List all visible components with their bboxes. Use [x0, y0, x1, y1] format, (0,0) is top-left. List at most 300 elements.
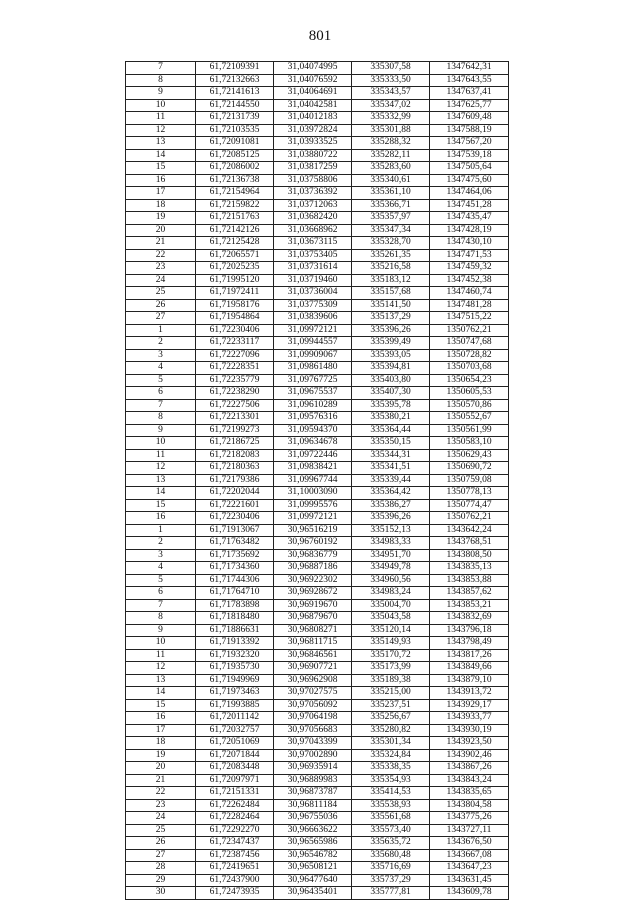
- longitude-cell: 30,97056092: [274, 699, 352, 712]
- x-coordinate-cell: 335561,68: [352, 812, 430, 825]
- x-coordinate-cell: 335328,70: [352, 237, 430, 250]
- latitude-cell: 61,72142126: [196, 224, 274, 237]
- x-coordinate-cell: 335152,13: [352, 524, 430, 537]
- longitude-cell: 30,96760192: [274, 537, 352, 550]
- longitude-cell: 30,96477640: [274, 874, 352, 887]
- point-number-cell: 17: [126, 724, 196, 737]
- point-number-cell: 30: [126, 887, 196, 900]
- x-coordinate-cell: 335141,50: [352, 299, 430, 312]
- latitude-cell: 61,71735692: [196, 549, 274, 562]
- y-coordinate-cell: 1343647,23: [430, 862, 509, 875]
- longitude-cell: 31,03712063: [274, 199, 352, 212]
- x-coordinate-cell: 335339,44: [352, 474, 430, 487]
- latitude-cell: 61,71913067: [196, 524, 274, 537]
- latitude-cell: 61,72437900: [196, 874, 274, 887]
- x-coordinate-cell: 335414,53: [352, 787, 430, 800]
- y-coordinate-cell: 1347609,48: [430, 112, 509, 125]
- x-coordinate-cell: 335394,81: [352, 362, 430, 375]
- table-row: [126, 887, 509, 900]
- latitude-cell: 61,72262484: [196, 799, 274, 812]
- table-row: [126, 762, 509, 775]
- longitude-cell: 31,04064691: [274, 87, 352, 100]
- table-row: [126, 749, 509, 762]
- x-coordinate-cell: 335332,99: [352, 112, 430, 125]
- longitude-cell: 31,09838421: [274, 462, 352, 475]
- x-coordinate-cell: 335347,02: [352, 99, 430, 112]
- y-coordinate-cell: 1347539,18: [430, 149, 509, 162]
- table-row: [126, 574, 509, 587]
- longitude-cell: 30,96919670: [274, 599, 352, 612]
- y-coordinate-cell: 1347460,74: [430, 287, 509, 300]
- page-number: 801: [308, 28, 332, 44]
- y-coordinate-cell: 1347452,38: [430, 274, 509, 287]
- latitude-cell: 61,72025235: [196, 262, 274, 275]
- longitude-cell: 31,03673115: [274, 237, 352, 250]
- latitude-cell: 61,72151331: [196, 787, 274, 800]
- point-number-cell: 11: [126, 449, 196, 462]
- point-number-cell: 1: [126, 324, 196, 337]
- longitude-cell: 30,97002890: [274, 749, 352, 762]
- coordinates-table: [125, 61, 509, 900]
- point-number-cell: 21: [126, 774, 196, 787]
- table-row: [126, 337, 509, 350]
- point-number-cell: 12: [126, 662, 196, 675]
- longitude-cell: 30,96546782: [274, 849, 352, 862]
- x-coordinate-cell: 334949,78: [352, 562, 430, 575]
- x-coordinate-cell: 335407,30: [352, 387, 430, 400]
- point-number-cell: 8: [126, 74, 196, 87]
- x-coordinate-cell: 335380,21: [352, 412, 430, 425]
- latitude-cell: 61,72132663: [196, 74, 274, 87]
- latitude-cell: 61,72179386: [196, 474, 274, 487]
- point-number-cell: 29: [126, 874, 196, 887]
- latitude-cell: 61,72131739: [196, 112, 274, 125]
- longitude-cell: 30,96565986: [274, 837, 352, 850]
- point-number-cell: 10: [126, 437, 196, 450]
- latitude-cell: 61,72292270: [196, 824, 274, 837]
- latitude-cell: 61,72347437: [196, 837, 274, 850]
- table-row: [126, 112, 509, 125]
- x-coordinate-cell: 335386,27: [352, 499, 430, 512]
- y-coordinate-cell: 1343913,72: [430, 687, 509, 700]
- y-coordinate-cell: 1350747,68: [430, 337, 509, 350]
- table-row: [126, 437, 509, 450]
- latitude-cell: 61,72103535: [196, 124, 274, 137]
- point-number-cell: 10: [126, 637, 196, 650]
- x-coordinate-cell: 335396,26: [352, 512, 430, 525]
- latitude-cell: 61,72230406: [196, 512, 274, 525]
- latitude-cell: 61,72419651: [196, 862, 274, 875]
- latitude-cell: 61,71818480: [196, 612, 274, 625]
- y-coordinate-cell: 1343667,08: [430, 849, 509, 862]
- longitude-cell: 31,04076592: [274, 74, 352, 87]
- longitude-cell: 31,03933525: [274, 137, 352, 150]
- x-coordinate-cell: 335737,29: [352, 874, 430, 887]
- table-row: [126, 99, 509, 112]
- table-row: [126, 62, 509, 75]
- table-row: [126, 399, 509, 412]
- point-number-cell: 24: [126, 274, 196, 287]
- latitude-cell: 61,72221601: [196, 499, 274, 512]
- y-coordinate-cell: 1347637,41: [430, 87, 509, 100]
- x-coordinate-cell: 335307,58: [352, 62, 430, 75]
- point-number-cell: 3: [126, 549, 196, 562]
- latitude-cell: 61,72235779: [196, 374, 274, 387]
- point-number-cell: 13: [126, 474, 196, 487]
- point-number-cell: 9: [126, 624, 196, 637]
- x-coordinate-cell: 335261,35: [352, 249, 430, 262]
- longitude-cell: 31,09972121: [274, 324, 352, 337]
- y-coordinate-cell: 1350759,08: [430, 474, 509, 487]
- x-coordinate-cell: 335280,82: [352, 724, 430, 737]
- latitude-cell: 61,72182083: [196, 449, 274, 462]
- latitude-cell: 61,72125428: [196, 237, 274, 250]
- point-number-cell: 7: [126, 399, 196, 412]
- longitude-cell: 30,96935914: [274, 762, 352, 775]
- longitude-cell: 30,96755036: [274, 812, 352, 825]
- x-coordinate-cell: 335354,93: [352, 774, 430, 787]
- x-coordinate-cell: 335350,15: [352, 437, 430, 450]
- y-coordinate-cell: 1350561,99: [430, 424, 509, 437]
- longitude-cell: 30,97056683: [274, 724, 352, 737]
- x-coordinate-cell: 335288,32: [352, 137, 430, 150]
- point-number-cell: 7: [126, 62, 196, 75]
- longitude-cell: 30,96962908: [274, 674, 352, 687]
- longitude-cell: 31,09576316: [274, 412, 352, 425]
- latitude-cell: 61,71972411: [196, 287, 274, 300]
- point-number-cell: 18: [126, 737, 196, 750]
- longitude-cell: 31,03719460: [274, 274, 352, 287]
- point-number-cell: 23: [126, 262, 196, 275]
- point-number-cell: 10: [126, 99, 196, 112]
- table-row: [126, 499, 509, 512]
- x-coordinate-cell: 335344,31: [352, 449, 430, 462]
- y-coordinate-cell: 1343930,19: [430, 724, 509, 737]
- y-coordinate-cell: 1350774,47: [430, 499, 509, 512]
- table-row: [126, 262, 509, 275]
- latitude-cell: 61,72032757: [196, 724, 274, 737]
- table-row: [126, 674, 509, 687]
- longitude-cell: 30,96907721: [274, 662, 352, 675]
- point-number-cell: 6: [126, 387, 196, 400]
- y-coordinate-cell: 1350552,67: [430, 412, 509, 425]
- table-row: [126, 387, 509, 400]
- y-coordinate-cell: 1347567,20: [430, 137, 509, 150]
- y-coordinate-cell: 1343676,50: [430, 837, 509, 850]
- x-coordinate-cell: 335716,69: [352, 862, 430, 875]
- latitude-cell: 61,72199273: [196, 424, 274, 437]
- x-coordinate-cell: 335361,10: [352, 187, 430, 200]
- point-number-cell: 20: [126, 224, 196, 237]
- y-coordinate-cell: 1343642,24: [430, 524, 509, 537]
- y-coordinate-cell: 1343768,51: [430, 537, 509, 550]
- y-coordinate-cell: 1343929,17: [430, 699, 509, 712]
- y-coordinate-cell: 1347430,10: [430, 237, 509, 250]
- coordinates-table-body: [126, 62, 509, 900]
- table-row: [126, 324, 509, 337]
- y-coordinate-cell: 1350703,68: [430, 362, 509, 375]
- table-row: [126, 724, 509, 737]
- y-coordinate-cell: 1347435,47: [430, 212, 509, 225]
- point-number-cell: 22: [126, 249, 196, 262]
- y-coordinate-cell: 1347588,19: [430, 124, 509, 137]
- longitude-cell: 31,03736004: [274, 287, 352, 300]
- y-coordinate-cell: 1347515,22: [430, 312, 509, 325]
- x-coordinate-cell: 335777,81: [352, 887, 430, 900]
- latitude-cell: 61,72071844: [196, 749, 274, 762]
- longitude-cell: 30,96873787: [274, 787, 352, 800]
- latitude-cell: 61,71744306: [196, 574, 274, 587]
- table-row: [126, 137, 509, 150]
- point-number-cell: 13: [126, 674, 196, 687]
- latitude-cell: 61,72097971: [196, 774, 274, 787]
- point-number-cell: 9: [126, 424, 196, 437]
- table-row: [126, 712, 509, 725]
- y-coordinate-cell: 1347464,06: [430, 187, 509, 200]
- y-coordinate-cell: 1343853,88: [430, 574, 509, 587]
- latitude-cell: 61,72228351: [196, 362, 274, 375]
- latitude-cell: 61,71932320: [196, 649, 274, 662]
- latitude-cell: 61,71949969: [196, 674, 274, 687]
- longitude-cell: 31,03775309: [274, 299, 352, 312]
- y-coordinate-cell: 1350690,72: [430, 462, 509, 475]
- point-number-cell: 25: [126, 287, 196, 300]
- longitude-cell: 31,09675537: [274, 387, 352, 400]
- x-coordinate-cell: 334951,70: [352, 549, 430, 562]
- table-row: [126, 562, 509, 575]
- point-number-cell: 23: [126, 799, 196, 812]
- x-coordinate-cell: 335399,49: [352, 337, 430, 350]
- y-coordinate-cell: 1347642,31: [430, 62, 509, 75]
- longitude-cell: 30,96808271: [274, 624, 352, 637]
- table-row: [126, 212, 509, 225]
- table-row: [126, 237, 509, 250]
- y-coordinate-cell: 1347459,32: [430, 262, 509, 275]
- table-row: [126, 224, 509, 237]
- y-coordinate-cell: 1350728,82: [430, 349, 509, 362]
- point-number-cell: 25: [126, 824, 196, 837]
- latitude-cell: 61,72144550: [196, 99, 274, 112]
- point-number-cell: 15: [126, 699, 196, 712]
- latitude-cell: 61,71913392: [196, 637, 274, 650]
- latitude-cell: 61,72227506: [196, 399, 274, 412]
- x-coordinate-cell: 335183,12: [352, 274, 430, 287]
- x-coordinate-cell: 335573,40: [352, 824, 430, 837]
- y-coordinate-cell: 1343835,13: [430, 562, 509, 575]
- x-coordinate-cell: 335635,72: [352, 837, 430, 850]
- x-coordinate-cell: 335237,51: [352, 699, 430, 712]
- point-number-cell: 12: [126, 462, 196, 475]
- y-coordinate-cell: 1343727,11: [430, 824, 509, 837]
- longitude-cell: 31,10003090: [274, 487, 352, 500]
- longitude-cell: 31,03758806: [274, 174, 352, 187]
- point-number-cell: 22: [126, 787, 196, 800]
- x-coordinate-cell: 335364,44: [352, 424, 430, 437]
- x-coordinate-cell: 335157,68: [352, 287, 430, 300]
- latitude-cell: 61,72233117: [196, 337, 274, 350]
- longitude-cell: 31,09594370: [274, 424, 352, 437]
- point-number-cell: 8: [126, 412, 196, 425]
- table-row: [126, 199, 509, 212]
- table-row: [126, 162, 509, 175]
- point-number-cell: 15: [126, 162, 196, 175]
- x-coordinate-cell: 335357,97: [352, 212, 430, 225]
- latitude-cell: 61,72065571: [196, 249, 274, 262]
- table-row: [126, 487, 509, 500]
- point-number-cell: 3: [126, 349, 196, 362]
- x-coordinate-cell: 335347,34: [352, 224, 430, 237]
- longitude-cell: 30,96928672: [274, 587, 352, 600]
- longitude-cell: 31,04042581: [274, 99, 352, 112]
- point-number-cell: 24: [126, 812, 196, 825]
- latitude-cell: 61,72186725: [196, 437, 274, 450]
- point-number-cell: 27: [126, 312, 196, 325]
- table-row: [126, 287, 509, 300]
- longitude-cell: 31,03731614: [274, 262, 352, 275]
- y-coordinate-cell: 1347471,53: [430, 249, 509, 262]
- x-coordinate-cell: 335324,84: [352, 749, 430, 762]
- longitude-cell: 30,96922302: [274, 574, 352, 587]
- x-coordinate-cell: 335216,58: [352, 262, 430, 275]
- x-coordinate-cell: 335283,60: [352, 162, 430, 175]
- table-row: [126, 474, 509, 487]
- longitude-cell: 31,03682420: [274, 212, 352, 225]
- point-number-cell: 15: [126, 499, 196, 512]
- x-coordinate-cell: 334983,24: [352, 587, 430, 600]
- longitude-cell: 31,03668962: [274, 224, 352, 237]
- y-coordinate-cell: 1343849,66: [430, 662, 509, 675]
- table-row: [126, 699, 509, 712]
- table-row: [126, 824, 509, 837]
- x-coordinate-cell: 335170,72: [352, 649, 430, 662]
- table-row: [126, 537, 509, 550]
- table-row: [126, 374, 509, 387]
- latitude-cell: 61,72473935: [196, 887, 274, 900]
- table-row: [126, 812, 509, 825]
- y-coordinate-cell: 1343902,46: [430, 749, 509, 762]
- longitude-cell: 30,96836779: [274, 549, 352, 562]
- longitude-cell: 30,96663622: [274, 824, 352, 837]
- point-number-cell: 4: [126, 362, 196, 375]
- point-number-cell: 11: [126, 649, 196, 662]
- y-coordinate-cell: 1350583,10: [430, 437, 509, 450]
- x-coordinate-cell: 335364,42: [352, 487, 430, 500]
- table-row: [126, 849, 509, 862]
- latitude-cell: 61,72238290: [196, 387, 274, 400]
- table-row: [126, 837, 509, 850]
- table-row: [126, 87, 509, 100]
- y-coordinate-cell: 1343609,78: [430, 887, 509, 900]
- longitude-cell: 30,96516219: [274, 524, 352, 537]
- latitude-cell: 61,71764710: [196, 587, 274, 600]
- table-row: [126, 587, 509, 600]
- x-coordinate-cell: 334983,33: [352, 537, 430, 550]
- longitude-cell: 30,96811184: [274, 799, 352, 812]
- y-coordinate-cell: 1347428,19: [430, 224, 509, 237]
- x-coordinate-cell: 335173,99: [352, 662, 430, 675]
- longitude-cell: 30,97043399: [274, 737, 352, 750]
- latitude-cell: 61,71763482: [196, 537, 274, 550]
- point-number-cell: 21: [126, 237, 196, 250]
- table-row: [126, 524, 509, 537]
- y-coordinate-cell: 1343817,26: [430, 649, 509, 662]
- longitude-cell: 30,96508121: [274, 862, 352, 875]
- point-number-cell: 28: [126, 862, 196, 875]
- latitude-cell: 61,71973463: [196, 687, 274, 700]
- y-coordinate-cell: 1343857,62: [430, 587, 509, 600]
- y-coordinate-cell: 1350629,43: [430, 449, 509, 462]
- longitude-cell: 30,96889983: [274, 774, 352, 787]
- point-number-cell: 13: [126, 137, 196, 150]
- table-row: [126, 124, 509, 137]
- longitude-cell: 31,09944557: [274, 337, 352, 350]
- x-coordinate-cell: 335004,70: [352, 599, 430, 612]
- latitude-cell: 61,72085125: [196, 149, 274, 162]
- x-coordinate-cell: 335043,58: [352, 612, 430, 625]
- longitude-cell: 30,96811715: [274, 637, 352, 650]
- y-coordinate-cell: 1343832,69: [430, 612, 509, 625]
- longitude-cell: 31,09767725: [274, 374, 352, 387]
- table-row: [126, 349, 509, 362]
- y-coordinate-cell: 1347481,28: [430, 299, 509, 312]
- x-coordinate-cell: 335338,35: [352, 762, 430, 775]
- table-row: [126, 512, 509, 525]
- latitude-cell: 61,72091081: [196, 137, 274, 150]
- x-coordinate-cell: 335333,50: [352, 74, 430, 87]
- y-coordinate-cell: 1347451,28: [430, 199, 509, 212]
- longitude-cell: 31,09861480: [274, 362, 352, 375]
- latitude-cell: 61,72141613: [196, 87, 274, 100]
- longitude-cell: 31,03817259: [274, 162, 352, 175]
- y-coordinate-cell: 1343923,50: [430, 737, 509, 750]
- point-number-cell: 17: [126, 187, 196, 200]
- longitude-cell: 31,09972121: [274, 512, 352, 525]
- longitude-cell: 31,04074995: [274, 62, 352, 75]
- x-coordinate-cell: 335341,51: [352, 462, 430, 475]
- table-row: [126, 424, 509, 437]
- table-row: [126, 249, 509, 262]
- point-number-cell: 18: [126, 199, 196, 212]
- point-number-cell: 19: [126, 212, 196, 225]
- table-row: [126, 787, 509, 800]
- table-row: [126, 612, 509, 625]
- x-coordinate-cell: 335189,38: [352, 674, 430, 687]
- table-row: [126, 412, 509, 425]
- table-row: [126, 799, 509, 812]
- table-row: [126, 874, 509, 887]
- y-coordinate-cell: 1350778,13: [430, 487, 509, 500]
- latitude-cell: 61,71954864: [196, 312, 274, 325]
- table-row: [126, 174, 509, 187]
- point-number-cell: 8: [126, 612, 196, 625]
- latitude-cell: 61,72083448: [196, 762, 274, 775]
- longitude-cell: 31,03880722: [274, 149, 352, 162]
- point-number-cell: 26: [126, 299, 196, 312]
- longitude-cell: 31,04012183: [274, 112, 352, 125]
- table-row: [126, 549, 509, 562]
- y-coordinate-cell: 1343933,77: [430, 712, 509, 725]
- x-coordinate-cell: 335256,67: [352, 712, 430, 725]
- x-coordinate-cell: 335395,78: [352, 399, 430, 412]
- longitude-cell: 30,97064198: [274, 712, 352, 725]
- point-number-cell: 7: [126, 599, 196, 612]
- table-row: [126, 599, 509, 612]
- longitude-cell: 31,09967744: [274, 474, 352, 487]
- latitude-cell: 61,71995120: [196, 274, 274, 287]
- longitude-cell: 30,97027575: [274, 687, 352, 700]
- y-coordinate-cell: 1343853,21: [430, 599, 509, 612]
- point-number-cell: 2: [126, 337, 196, 350]
